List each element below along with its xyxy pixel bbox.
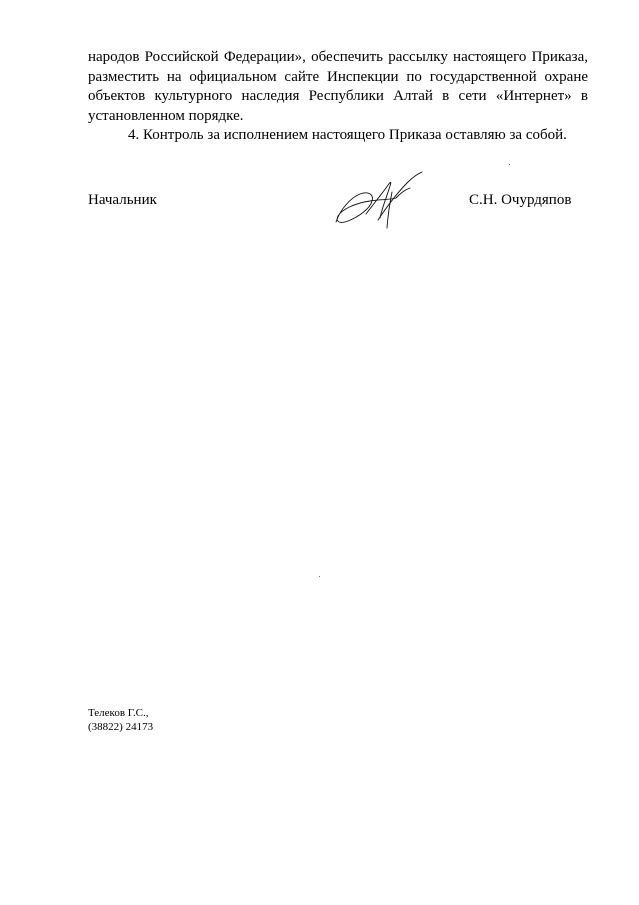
paragraph-line-4: установленном порядке. xyxy=(88,107,244,124)
executor-phone: (38822) 24173 xyxy=(88,721,154,733)
paragraph-line-2: разместить на официальном сайте Инспекции по государственной охране xyxy=(88,68,588,85)
executor-info xyxy=(88,706,153,734)
scan-speck xyxy=(509,164,510,165)
item-4-control-clause: 4. Контроль за исполнением настоящего Приказа оставляю за собой. xyxy=(128,127,567,143)
paragraph-line-1: народов Российской Федерации», обеспечить рассылку настоящего Приказа, xyxy=(88,49,588,65)
paragraph-line-3: объектов культурного наследия Республики Алтай в сети «Интернет» в xyxy=(88,88,588,104)
signer-name: С.Н. Очурдяпов xyxy=(469,192,572,208)
signer-position: Начальник xyxy=(88,192,157,208)
executor-name: Телеков Г.С., xyxy=(88,707,149,719)
handwritten-signature xyxy=(330,170,430,230)
scan-speck xyxy=(319,576,320,577)
document-body xyxy=(88,48,588,146)
